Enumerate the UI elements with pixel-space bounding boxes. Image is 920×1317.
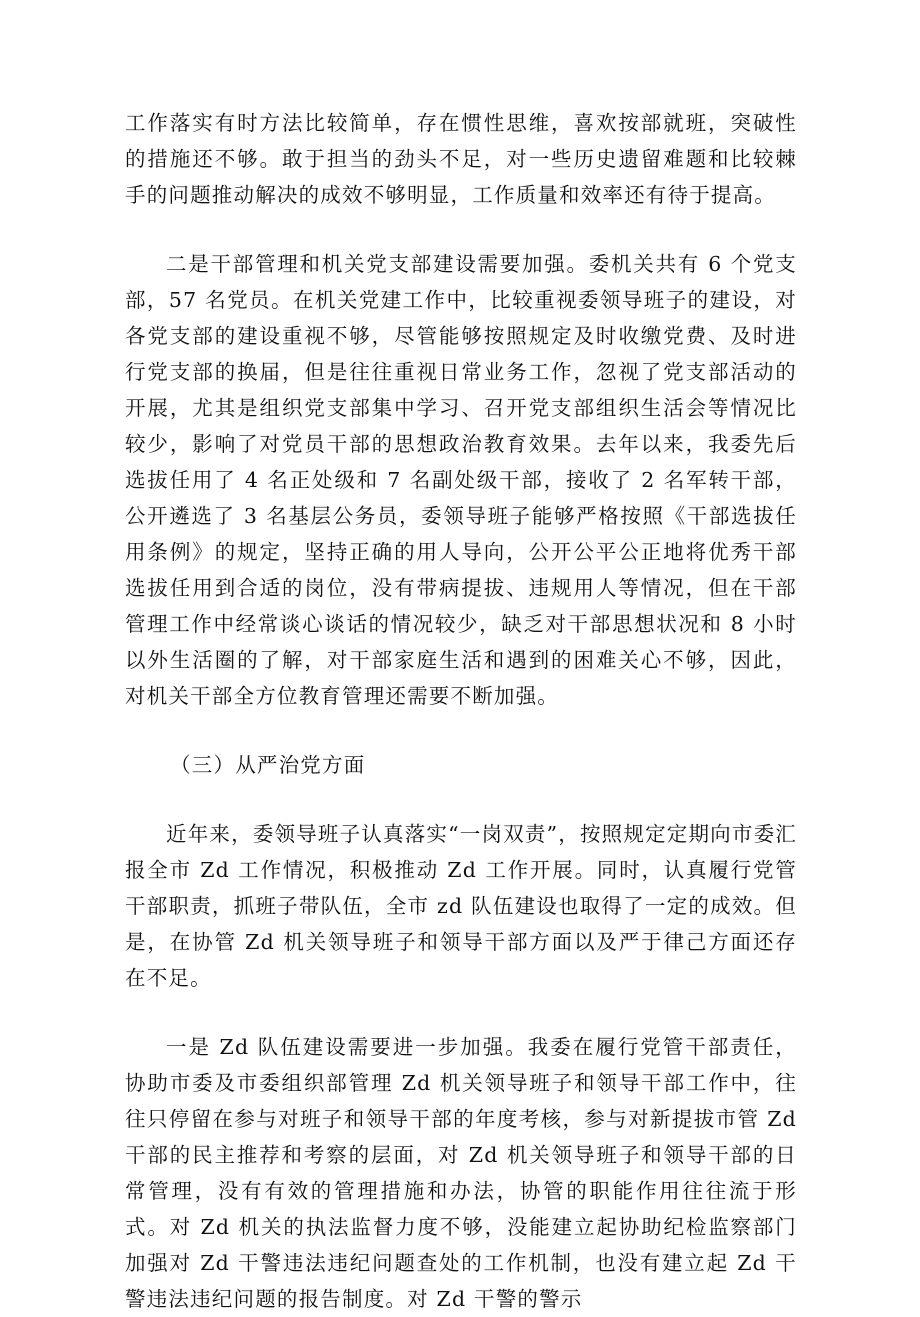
paragraph-continuation: 工作落实有时方法比较简单，存在惯性思维，喜欢按部就班，突破性的措施还不够。敢于担当的劲头不足，对一些历史遗留难题和比较棘手的问题推动解决的成效不够明显，工作质量和效率还有待于提高。 [125,111,797,207]
document-page [125,105,797,1317]
paragraph-cadre-management: 二是干部管理和机关党支部建设需要加强。委机关共有 6 个党支部，57 名党员。在机关党建工作中，比较重视委领导班子的建设，对各党支部的建设重视不够，尽管能够按照规定及时收缴党费、及时进行党支部的换届，但是往往重视日常业务工作，忽视了党支部活动的开展，尤其是组织党支部集中学习、召开党支部组织生活会等情况比较少，影响了对党员干部的思想政治教育效果。去年以来，我委先后选拔任用了 4 名正处级和 7 名副处级干部，接收了 2 名军转干部，公开遴选了 3 名基层公务员，委领导班子能够严格按照《干部选拔任用条例》的规定，坚持正确的用人导向，公开公平公正地将优秀干部选拔任用到合适的岗位，没有带病提拔、违规用人等情况，但在干部管理工作中经常谈心谈话的情况较少，缺乏对干部思想状况和 8 小时以外生活圈的了解，对干部家庭生活和遇到的困难关心不够，因此，对机关干部全方位教育管理还需要不断加强。 [125,252,797,708]
paragraph-team-building: 一是 Zd 队伍建设需要进一步加强。我委在履行党管干部责任，协助市委及市委组织部管理 Zd 机关领导班子和领导干部工作中，往往只停留在参与对班子和领导干部的年度考核，参与对新提拔市管 Zd 干部的民主推荐和考察的层面，对 Zd 机关领导班子和领导干部的日常管理，没有有效的管理措施和办法，协管的职能作用往往流于形式。对 Zd 机关的执法监督力度不够，没能建立起协助纪检监察部门加强对 Zd 干警违法违纪问题查处的工作机制，也没有建立起 Zd 干警违法违纪问题的报告制度。对 Zd 干警的警示 [125,1035,797,1311]
section-heading: （三）从严治党方面 [170,753,366,777]
paragraph-recent-years: 近年来，委领导班子认真落实“一岗双责”，按照规定定期向市委汇报全市 Zd 工作情况，积极推动 Zd 工作开展。同时，认真履行党管干部职责，抓班子带队伍，全市 zd 队伍建设也取得了一定的成效。但是，在协管 Zd 机关领导班子和领导干部方面以及严于律己方面还存在不足。 [125,822,797,990]
